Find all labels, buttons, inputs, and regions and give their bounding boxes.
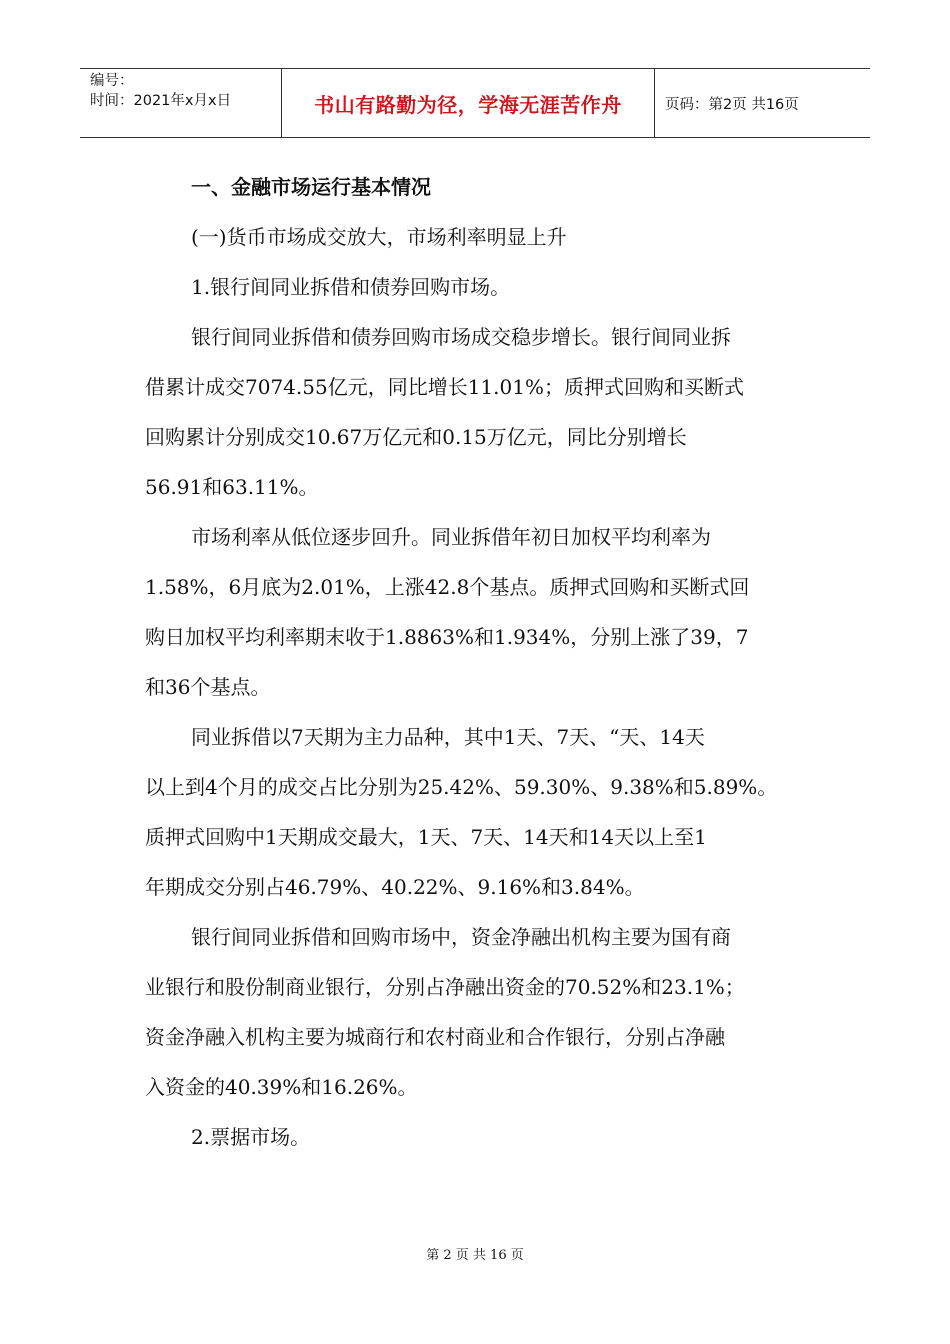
item-title: 2.票据市场。 [191,1125,311,1149]
paragraph-line: 银行间同业拆借和债券回购市场成交稳步增长。银行间同业拆 [191,325,731,349]
paragraph-line: 1.58%，6月底为2.01%，上涨42.8个基点。质押式回购和买断式回 [145,575,750,599]
time-label: 时间：2021年x月x日 [90,93,232,109]
paragraph-line: 购日加权平均利率期末收于1.8863%和1.934%，分别上涨了39，7 [145,625,749,649]
page-footer: 第 2 页 共 16 页 [426,1248,524,1263]
item-title: 1.银行间同业拆借和债券回购市场。 [191,275,511,299]
paragraph-line: 入资金的40.39%和16.26%。 [145,1075,418,1099]
paragraph-line: 回购累计分别成交10.67万亿元和0.15万亿元，同比分别增长 [145,425,687,449]
paragraph-line: 56.91和63.11%。 [145,475,319,499]
header-page-info: 页码：第2页 共16页 [665,96,799,113]
header-motto: 书山有路勤为径，学海无涯苦作舟 [281,69,655,137]
paragraph-line: 市场利率从低位逐步回升。同业拆借年初日加权平均利率为 [191,525,711,549]
paragraph-line: 同业拆借以7天期为主力品种，其中1天、7天、“天、14天 [191,725,705,749]
document-body [145,162,805,1162]
number-label: 编号： [90,73,134,89]
paragraph-line: 资金净融入机构主要为城商行和农村商业和合作银行，分别占净融 [145,1025,725,1049]
page-header [80,68,870,138]
header-meta [80,69,281,137]
paragraph-line: 借累计成交7074.55亿元，同比增长11.01%；质押式回购和买断式 [145,375,744,399]
paragraph-line: 以上到4个月的成交占比分别为25.42%、59.30%、9.38%和5.89%。 [145,775,778,799]
section-heading: 一、金融市场运行基本情况 [191,175,431,199]
paragraph-line: 业银行和股份制商业银行，分别占净融出资金的70.52%和23.1%； [145,975,745,999]
paragraph-line: 和36个基点。 [145,675,271,699]
subsection-title: (一)货币市场成交放大，市场利率明显上升 [191,225,567,249]
paragraph-line: 质押式回购中1天期成交最大，1天、7天、14天和14天以上至1 [145,825,707,849]
paragraph-line: 年期成交分别占46.79%、40.22%、9.16%和3.84%。 [145,875,645,899]
paragraph-line: 银行间同业拆借和回购市场中，资金净融出机构主要为国有商 [191,925,731,949]
